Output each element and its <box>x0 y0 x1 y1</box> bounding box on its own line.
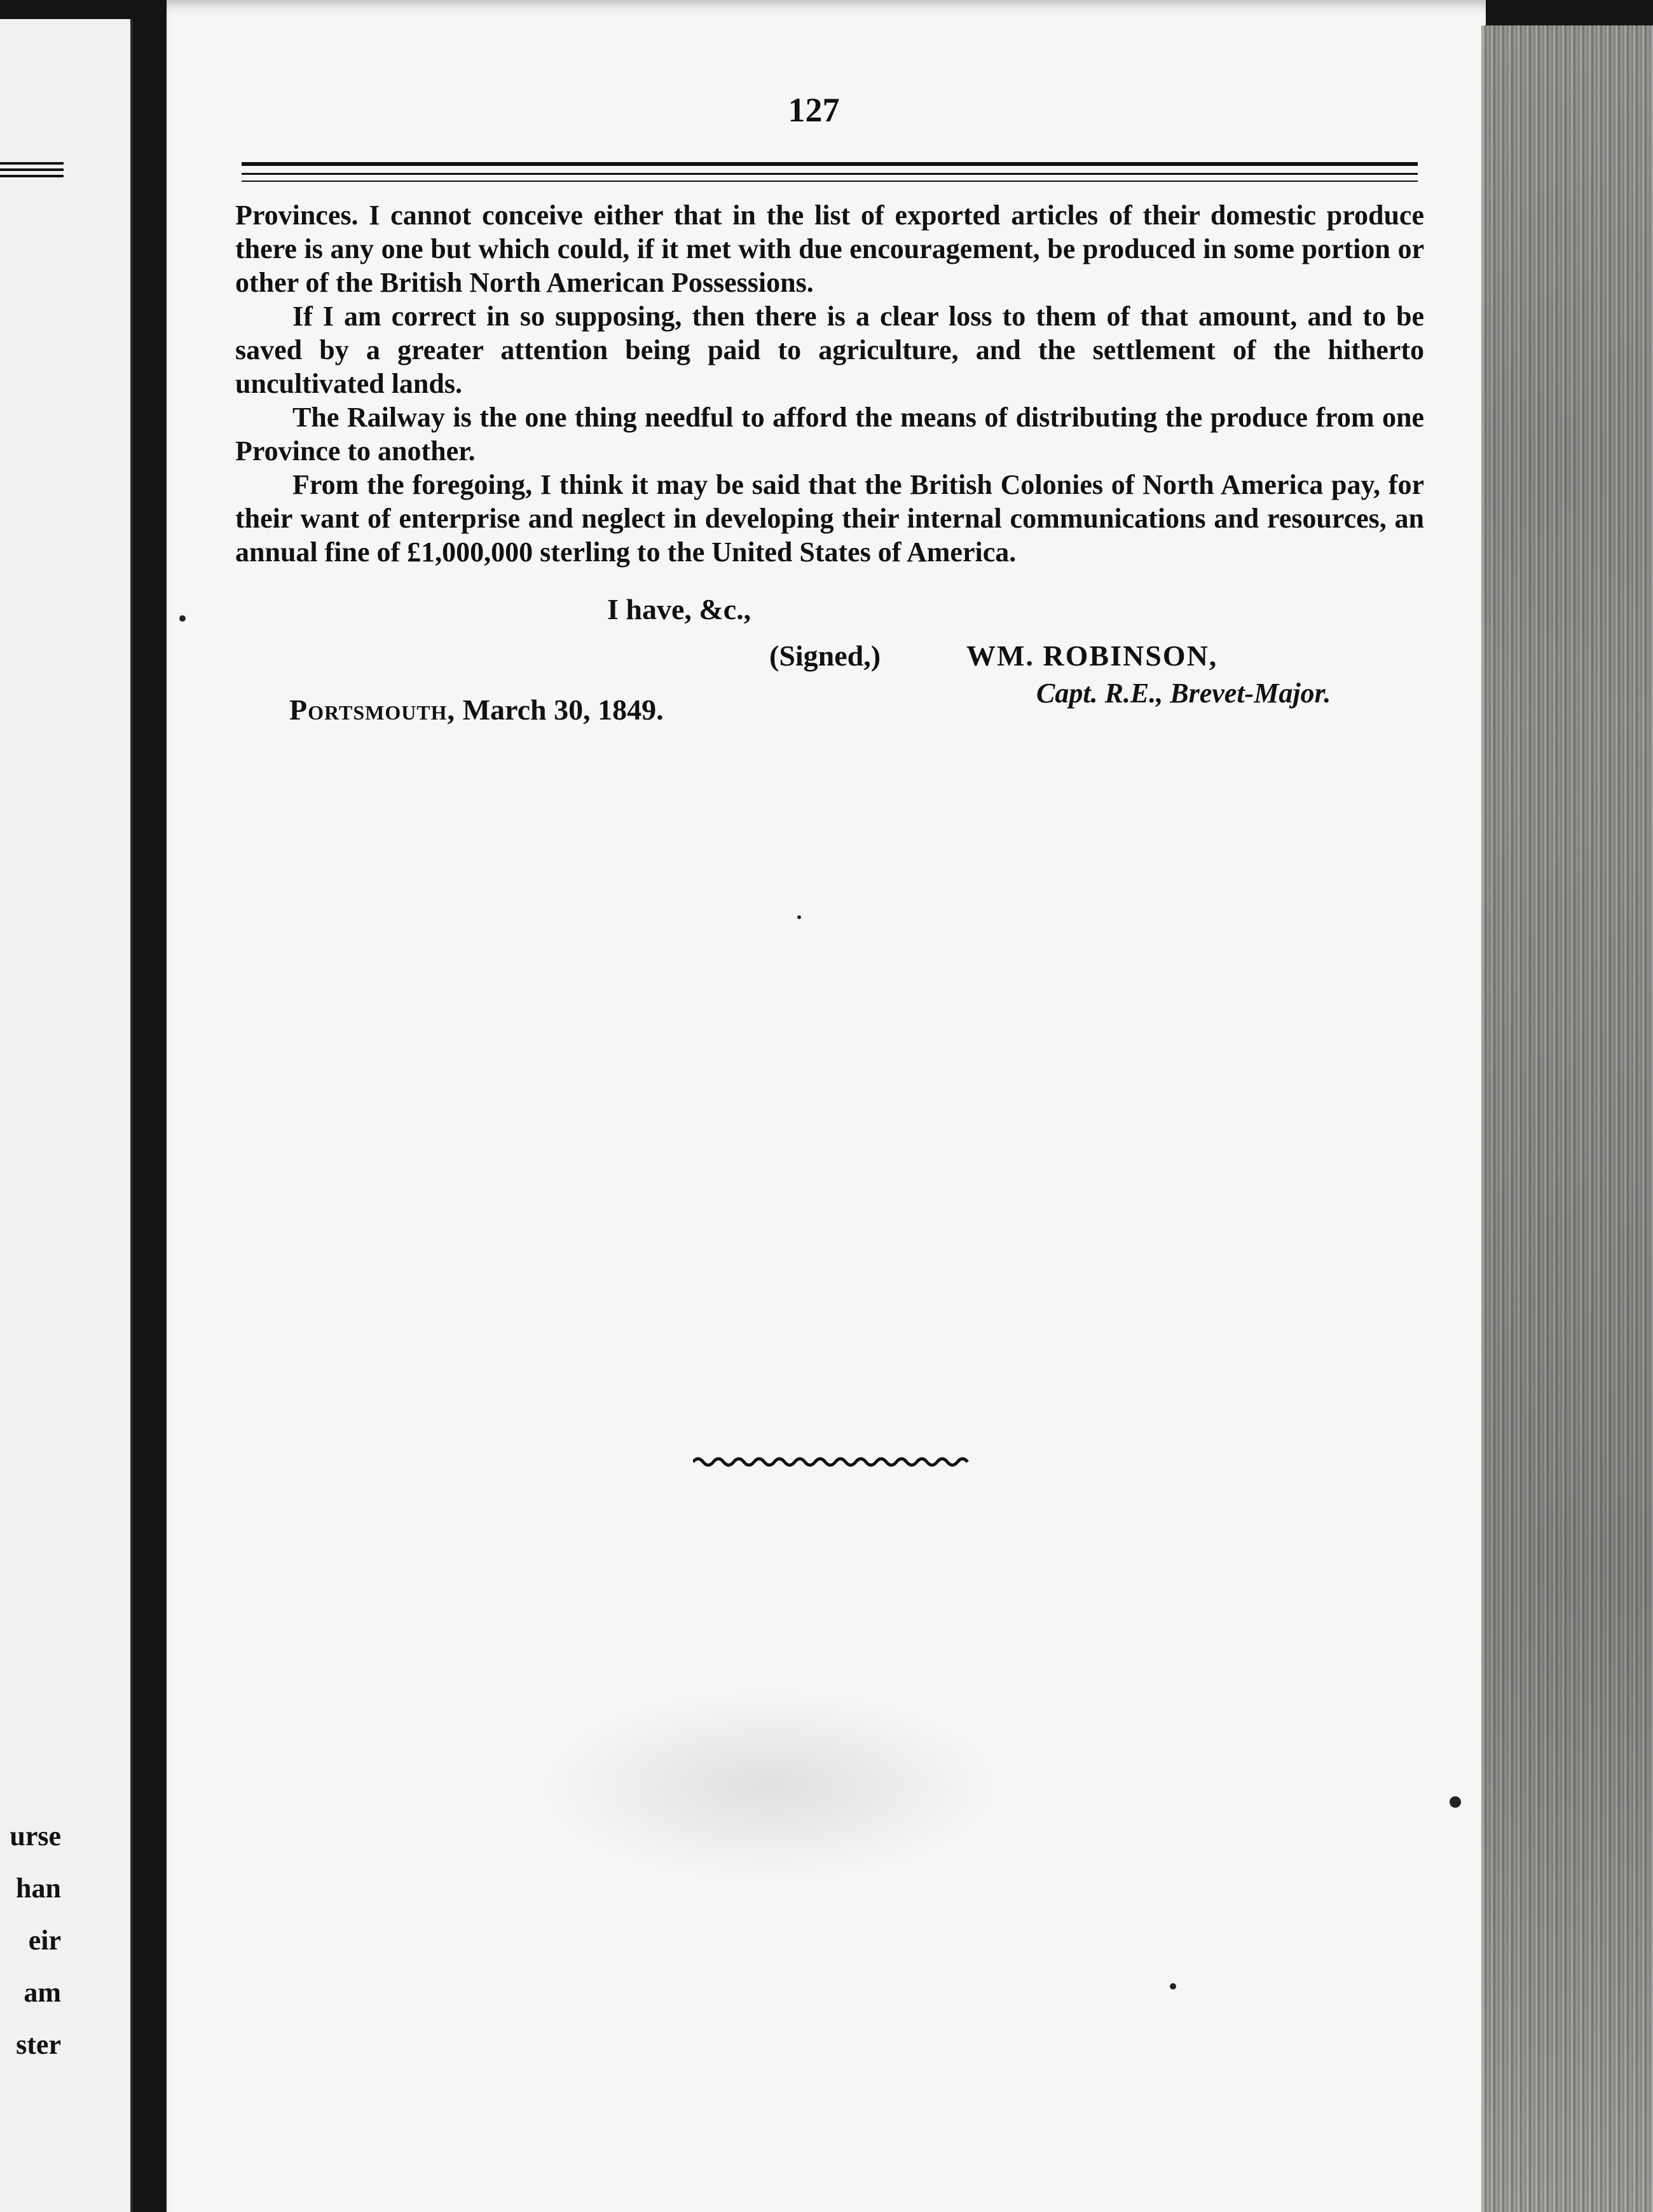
facing-page-edge-words <box>0 1810 64 2071</box>
ink-speck <box>1170 1983 1176 1990</box>
edge-word: ster <box>16 2029 61 2060</box>
signer-name: WM. ROBINSON, <box>966 639 1218 672</box>
edge-word: eir <box>28 1925 61 1956</box>
dateline-date: March 30, 1849. <box>462 693 664 726</box>
body-paragraph: From the foregoing, I think it may be said that the British Colonies of North America pay, for their want of enterprise and neglect in developing their internal communications and resources, an annual fine of £1,000,000 sterling to the United States of America. <box>235 469 1424 568</box>
letter-body <box>235 198 1424 569</box>
book-page-edges <box>1481 25 1653 2212</box>
header-rule-thin <box>242 173 1418 175</box>
ink-speck <box>797 915 801 919</box>
wavy-end-rule <box>693 1454 973 1470</box>
facing-page-fragment <box>0 19 133 2212</box>
signed-label: (Signed,) <box>769 639 881 672</box>
dateline <box>289 693 664 727</box>
dateline-place: Portsmouth, <box>289 693 456 726</box>
header-rule-thick <box>242 162 1418 166</box>
ink-speck <box>1450 1796 1461 1808</box>
closing-salutation: I have, &c., <box>607 593 751 625</box>
edge-word: han <box>16 1873 61 1904</box>
body-paragraph: If I am correct in so supposing, then there is a clear loss to them of that amount, and to be saved by a greater attention being paid to agriculture, and the settlement of the hitherto uncultivated lands. <box>235 301 1424 399</box>
edge-word: am <box>24 1977 61 2008</box>
page-number: 127 <box>788 91 840 129</box>
facing-page-header-rule <box>0 162 64 165</box>
bleed-through-emblem <box>540 1691 998 1881</box>
body-paragraph: The Railway is the one thing needful to afford the means of distributing the produce from one Province to another. <box>235 402 1424 467</box>
signer-title: Capt. R.E., Brevet-Major. <box>1036 678 1331 709</box>
body-paragraph: Provinces. I cannot conceive either that in the list of exported articles of their domestic produce there is any one but which could, if it met with due encouragement, be produced in some portion or other of the British North American Possessions. <box>235 200 1424 298</box>
ink-speck <box>179 615 186 622</box>
edge-word: urse <box>10 1820 61 1852</box>
header-rule-thin-lower <box>242 181 1418 182</box>
